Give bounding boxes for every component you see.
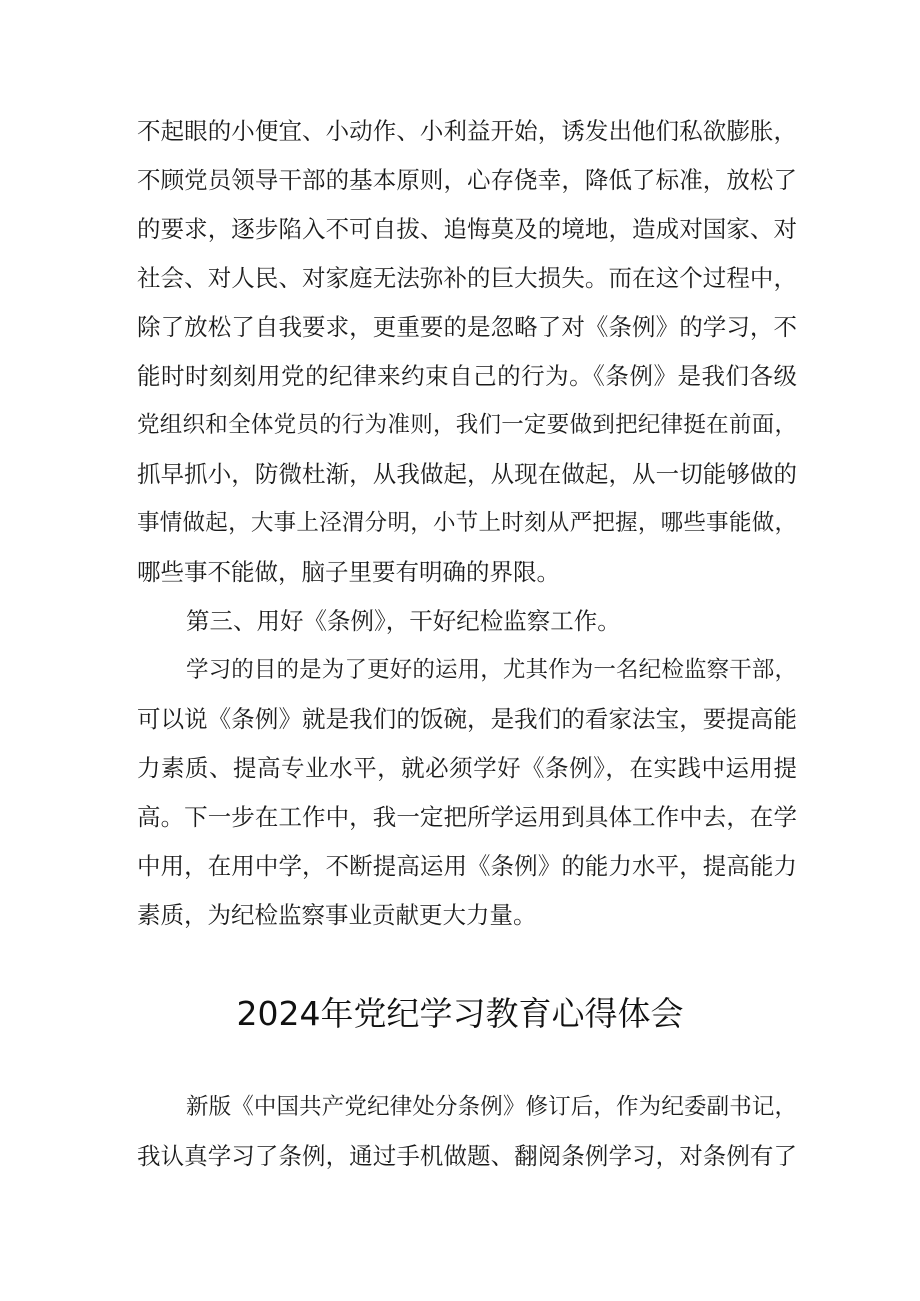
text-line: 新版《中国共产党纪律处分条例》修订后，作为纪委副书记， xyxy=(186,1094,797,1120)
text-line: 抓早抓小，防微杜渐，从我做起，从现在做起，从一切能够做的 xyxy=(137,460,797,488)
text-line: 社会、对人民、对家庭无法弥补的巨大损失。而在这个过程中， xyxy=(137,264,797,292)
text-line: 事情做起，大事上泾渭分明，小节上时刻从严把握，哪些事能做， xyxy=(137,510,797,536)
text-line: 能时时刻刻用党的纪律来约束自己的行为。《条例》是我们各级 xyxy=(137,362,797,390)
text-line: 除了放松了自我要求，更重要的是忽略了对《条例》的学习，不 xyxy=(137,313,797,341)
text-line: 的要求，逐步陷入不可自拔、追悔莫及的境地，造成对国家、对 xyxy=(137,215,797,243)
text-line: 可以说《条例》就是我们的饭碗，是我们的看家法宝，要提高能 xyxy=(137,705,797,733)
text-line: 我认真学习了条例，通过手机做题、翻阅条例学习，对条例有了 xyxy=(137,1142,797,1170)
text-line: 素质，为纪检监察事业贡献更大力量。 xyxy=(137,901,537,929)
text-line: 不顾党员领导干部的基本原则，心存侥幸，降低了标准，放松了 xyxy=(137,166,797,194)
text-line: 学习的目的是为了更好的运用，尤其作为一名纪检监察干部， xyxy=(186,657,797,683)
text-line: 力素质、提高专业水平，就必须学好《条例》，在实践中运用提 xyxy=(137,754,797,782)
text-line: 哪些事不能做，脑子里要有明确的界限。 xyxy=(137,558,560,586)
article-title: 2024年党纪学习教育心得体会 xyxy=(236,994,684,1033)
text-line: 不起眼的小便宜、小动作、小利益开始，诱发出他们私欲膨胀， xyxy=(137,117,797,145)
text-line: 高。下一步在工作中，我一定把所学运用到具体工作中去，在学 xyxy=(137,803,797,831)
section-heading: 第三、用好《条例》，干好纪检监察工作。 xyxy=(186,607,621,635)
text-line: 中用，在用中学，不断提高运用《条例》的能力水平，提高能力 xyxy=(137,852,797,880)
text-line: 党组织和全体党员的行为准则，我们一定要做到把纪律挺在前面， xyxy=(137,412,797,438)
